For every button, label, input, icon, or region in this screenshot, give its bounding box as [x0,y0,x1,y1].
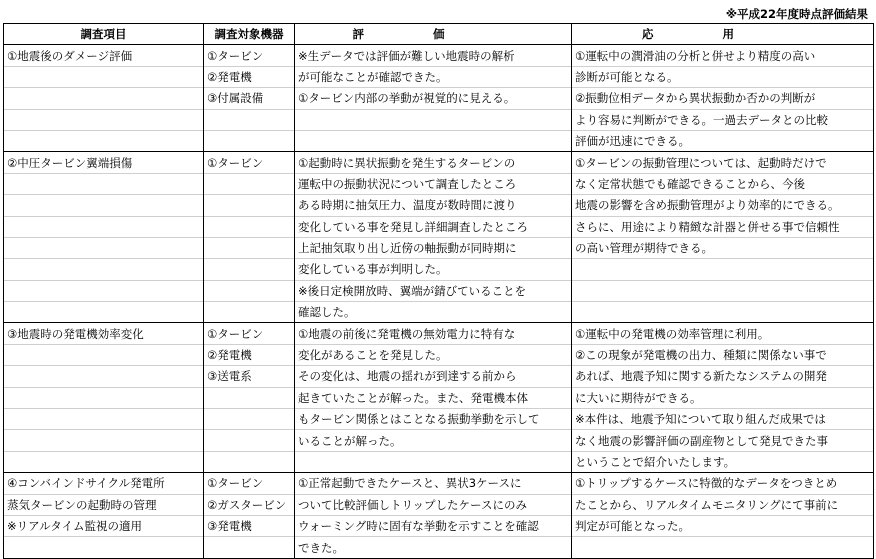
table-row [4,173,874,194]
equipment-cell: ①タービン [204,473,295,494]
application-cell: ということで紹介いたします。 [572,451,874,472]
equipment-cell [204,259,295,280]
table-row [4,409,874,430]
item-cell [4,280,204,301]
evaluation-cell: ①正常起動できたケースと、異状3ケースに [295,473,572,494]
evaluation-cell: ①タービン内部の挙動が視覚的に見える。 [295,88,572,109]
table-row [4,109,874,130]
equipment-cell [204,216,295,237]
item-cell [4,173,204,194]
application-cell: ①トリップするケースに特徴的なデータをつきとめ [572,473,874,494]
evaluation-cell: できた。 [295,537,572,558]
evaluation-note: ※平成22年度時点評価結果 [725,7,868,21]
application-cell: さらに、用途により精緻な計器と併せる事で信頼性 [572,216,874,237]
equipment-cell: ②ガスタービン [204,494,295,515]
header-application: 応用 [572,24,874,45]
item-cell [4,430,204,451]
evaluation-cell: 起きていたことが解った。また、発電機本体 [295,387,572,408]
item-cell [4,451,204,472]
header-equipment: 調査対象機器 [204,24,295,45]
equipment-cell [204,537,295,558]
application-cell: あれば、地震予知に関する新たなシステムの開発 [572,366,874,387]
equipment-cell [204,409,295,430]
application-cell: ①タービンの振動管理については、起動時だけで [572,152,874,173]
equipment-cell [204,195,295,216]
item-cell: ④コンバインドサイクル発電所 [4,473,204,494]
equipment-cell [204,302,295,323]
equipment-cell: ③発電機 [204,515,295,536]
equipment-cell [204,451,295,472]
application-cell: ①運転中の潤滑油の分析と併せより精度の高い [572,45,874,66]
item-cell [4,130,204,151]
evaluation-cell: いることが解った。 [295,430,572,451]
application-cell [572,259,874,280]
evaluation-cell: その変化は、地震の揺れが到達する前から [295,366,572,387]
equipment-cell: ①タービン [204,45,295,66]
evaluation-cell [295,130,572,151]
evaluation-cell: ※生データでは評価が難しい地震時の解析 [295,45,572,66]
evaluation-cell: が可能なことが確認できた。 [295,66,572,87]
equipment-cell [204,109,295,130]
evaluation-cell: ある時期に抽気圧力、温度が数時間に渡り [295,195,572,216]
item-cell: ※リアルタイム監視の適用 [4,515,204,536]
equipment-cell: ②発電機 [204,66,295,87]
item-cell [4,109,204,130]
equipment-cell: ③付属設備 [204,88,295,109]
evaluation-cell: ①地震の前後に発電機の無効電力に特有な [295,323,572,344]
item-cell [4,366,204,387]
application-cell: ②この現象が発電機の出力、種類に関係ない事で [572,344,874,365]
table-row [4,66,874,87]
table-row [4,237,874,258]
application-cell: なく地震の影響評価の副産物として発見できた事 [572,430,874,451]
table-row [4,515,874,536]
item-cell [4,302,204,323]
application-cell: 評価が迅速にできる。 [572,130,874,151]
application-cell: に大いに期待ができる。 [572,387,874,408]
item-cell [4,387,204,408]
application-cell: ※本件は、地震予知について取り組んだ成果では [572,409,874,430]
table-row [4,259,874,280]
header-item: 調査項目 [4,24,204,45]
evaluation-cell: 変化している事を発見し詳細調査したところ [295,216,572,237]
table-row [4,45,874,66]
item-cell [4,409,204,430]
application-cell [572,537,874,558]
evaluation-cell: ①起動時に異状振動を発生するタービンの [295,152,572,173]
table-row [4,537,874,558]
item-cell: ③地震時の発電機効率変化 [4,323,204,344]
application-cell: なく定常状態でも確認できることから、今後 [572,173,874,194]
equipment-cell [204,237,295,258]
item-cell: 蒸気タービンの起動時の管理 [4,494,204,515]
table-row [4,130,874,151]
application-cell: 地震の影響を含め振動管理がより効率的にできる。 [572,195,874,216]
evaluation-cell: 上記抽気取り出し近傍の軸振動が同時期に [295,237,572,258]
item-cell [4,66,204,87]
table-row [4,302,874,323]
evaluation-cell: ウォーミング時に固有な挙動を示すことを確認 [295,515,572,536]
table-row [4,366,874,387]
equipment-cell [204,387,295,408]
evaluation-cell [295,109,572,130]
application-cell: の高い管理が期待できる。 [572,237,874,258]
header-row [4,24,874,45]
evaluation-cell: 運転中の振動状況について調査したところ [295,173,572,194]
table-row [4,216,874,237]
table-row [4,152,874,173]
evaluation-cell: ※後日定検開放時、翼端が錆びていることを [295,280,572,301]
item-cell [4,259,204,280]
equipment-cell [204,130,295,151]
application-cell: たことから、リアルタイムモニタリングにて事前に [572,494,874,515]
evaluation-table [3,23,874,559]
evaluation-cell [295,451,572,472]
table-body [4,45,874,558]
evaluation-cell: もタービン関係とはことなる振動挙動を示して [295,409,572,430]
table-row [4,323,874,344]
equipment-cell: ②発電機 [204,344,295,365]
table-row [4,387,874,408]
table-row [4,430,874,451]
evaluation-cell: ついて比較評価しトリップしたケースにのみ [295,494,572,515]
equipment-cell: ①タービン [204,323,295,344]
equipment-cell [204,280,295,301]
table-row [4,195,874,216]
evaluation-cell: 確認した。 [295,302,572,323]
evaluation-cell: 変化があることを発見した。 [295,344,572,365]
item-cell [4,216,204,237]
item-cell: ②中圧タービン翼端損傷 [4,152,204,173]
application-cell: 診断が可能となる。 [572,66,874,87]
table-row [4,280,874,301]
table-row [4,344,874,365]
application-cell: 判定が可能となった。 [572,515,874,536]
equipment-cell: ①タービン [204,152,295,173]
table-row [4,494,874,515]
equipment-cell [204,173,295,194]
application-cell [572,280,874,301]
application-cell [572,302,874,323]
item-cell [4,237,204,258]
item-cell [4,195,204,216]
application-cell: ①運転中の発電機の効率管理に利用。 [572,323,874,344]
item-cell [4,344,204,365]
item-cell: ①地震後のダメージ評価 [4,45,204,66]
application-cell: ②振動位相データから異状振動か否かの判断が [572,88,874,109]
table-row [4,473,874,494]
equipment-cell [204,430,295,451]
application-cell: より容易に判断ができる。一過去データとの比較 [572,109,874,130]
table-row [4,451,874,472]
header-evaluation: 評価 [295,24,572,45]
equipment-cell: ③送電系 [204,366,295,387]
item-cell [4,88,204,109]
table-row [4,88,874,109]
item-cell [4,537,204,558]
evaluation-cell: 変化している事が判明した。 [295,259,572,280]
